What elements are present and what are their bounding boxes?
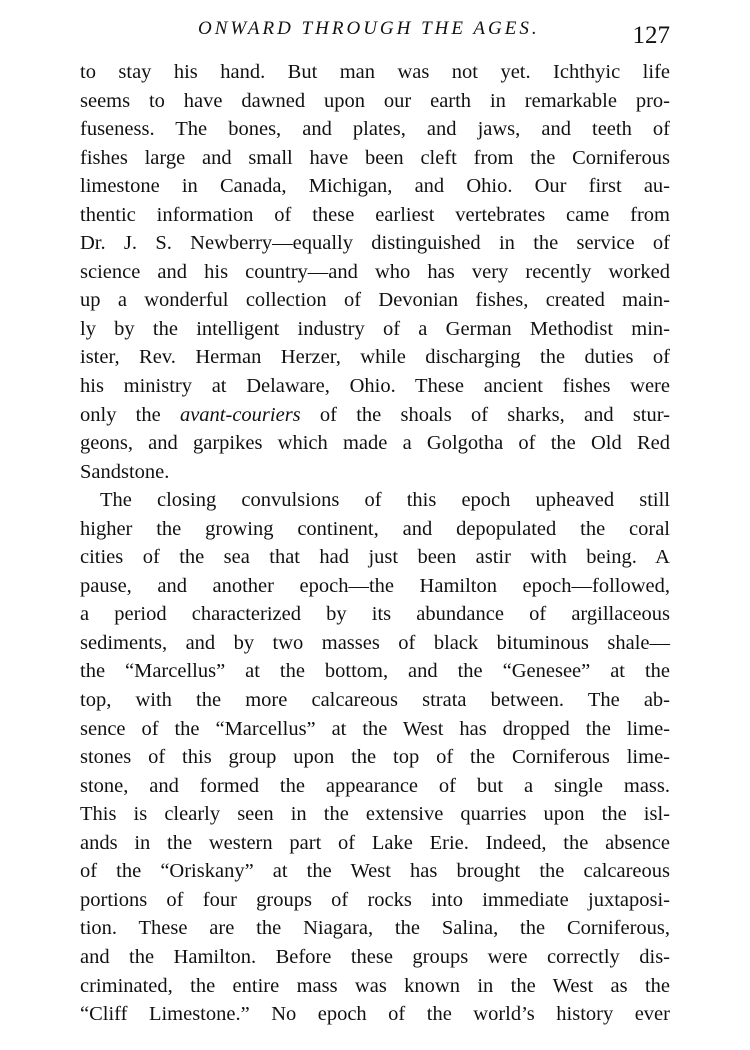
text-line: sence of the “Marcellus” at the West has dropped the lime- [80,717,670,740]
text-line: ands in the western part of Lake Erie. Indeed, the absence [80,831,670,854]
text-line: thentic information of these earliest vertebrates came from [80,203,670,226]
text-line: his ministry at Delaware, Ohio. These ancient fishes were [80,375,670,398]
text-line: to stay his hand. But man was not yet. Ichthyic life [80,61,670,83]
italic-phrase: avant-couriers [179,403,301,426]
text-line: a period characterized by its abundance of argillaceous [80,603,670,626]
text-line: Dr. J. S. Newberry—equally distinguished in the service of [80,232,670,255]
running-head [80,14,670,50]
text-line: of the “Oriskany” at the West has brought the calcareous [80,860,670,883]
paragraph-2 [80,486,670,1028]
text-line: sediments, and by two masses of black bituminous shale— [80,631,670,654]
paragraph-1 [80,58,670,486]
text-line-paragraph-end: Sandstone. [80,460,170,483]
text-line: the “Marcellus” at the bottom, and the “Genesee” at the [80,660,670,683]
text-line: science and his country—and who has very recently worked [80,260,670,283]
text-line-indented: The closing convulsions of this epoch upheaved still [100,489,670,512]
page-number: 127 [632,22,670,49]
text-line: portions of four groups of rocks into immediate juxtaposi- [80,888,670,911]
text-line: higher the growing continent, and depopulated the coral [80,517,670,540]
text-line: ister, Rev. Herman Herzer, while discharging the duties of [80,346,670,369]
text-line: tion. These are the Niagara, the Salina, the Corniferous, [80,917,670,940]
text-line: pause, and another epoch—the Hamilton epoch—followed, [80,574,670,597]
text-line: stones of this group upon the top of the Corniferous lime- [80,746,670,769]
text-line: This is clearly seen in the extensive quarries upon the isl- [80,803,670,826]
text-line: limestone in Canada, Michigan, and Ohio. Our first au- [80,175,670,198]
text-line: stone, and formed the appearance of but a single mass. [80,774,670,797]
text-segment: only the [80,403,180,426]
text-segment: of the shoals of sharks, and stur- [300,403,670,426]
text-line: ly by the intelligent industry of a German Methodist min- [80,317,670,340]
text-line: cities of the sea that had just been astir with being. A [80,546,670,569]
running-title: ONWARD THROUGH THE AGES. [198,18,540,39]
text-line: and the Hamilton. Before these groups were correctly dis- [80,945,670,968]
text-line: fuseness. The bones, and plates, and jaws, and teeth of [80,118,670,141]
text-line: top, with the more calcareous strata between. The ab- [80,689,670,712]
text-line: up a wonderful collection of Devonian fishes, created main- [80,289,670,312]
text-line: geons, and garpikes which made a Golgotha of the Old Red [80,432,670,455]
text-line: “Cliff Limestone.” No epoch of the world’s history ever [80,1003,670,1026]
text-line: fishes large and small have been cleft from the Corniferous [80,146,670,169]
text-line: seems to have dawned upon our earth in remarkable pro- [80,89,670,112]
text-line: criminated, the entire mass was known in the West as the [80,974,670,997]
body-text [80,58,670,1029]
text-line-with-italic [80,401,670,430]
